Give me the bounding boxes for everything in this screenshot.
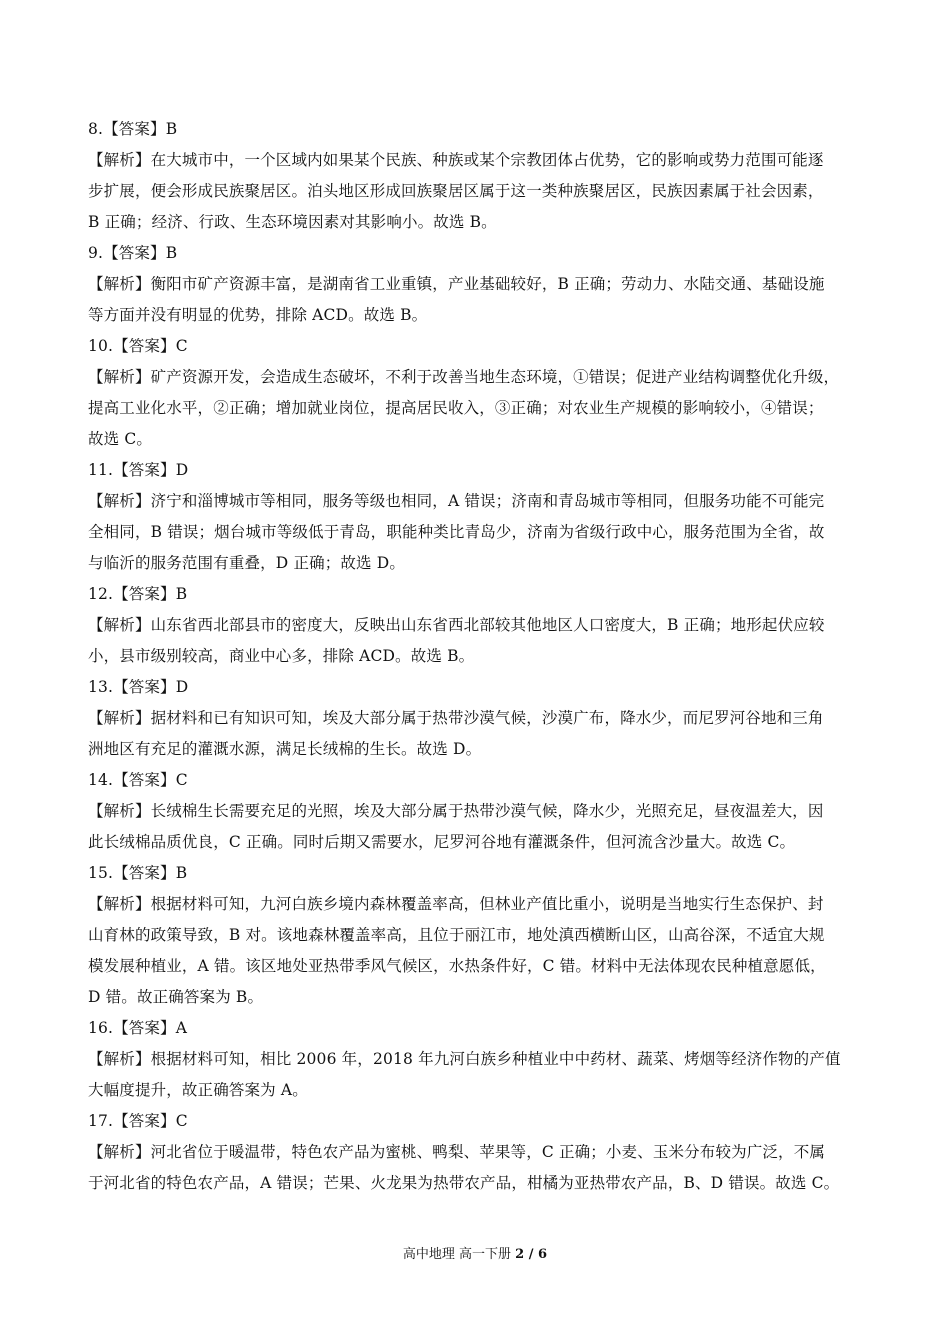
explanation-line: 故选 C。 xyxy=(88,430,153,448)
explanation-line: 小，县市级别较高，商业中心多，排除 ACD。故选 B。 xyxy=(88,647,475,665)
answer-heading: 17.【答案】C xyxy=(88,1112,188,1130)
explanation-line: 【解析】在大城市中，一个区域内如果某个民族、种族或某个宗教团体占优势，它的影响或势力范围可能逐 xyxy=(88,151,824,169)
answer-heading: 16.【答案】A xyxy=(88,1019,188,1037)
answer-content xyxy=(88,114,866,1199)
answer-heading: 8.【答案】B xyxy=(88,120,178,138)
explanation-line: 【解析】衡阳市矿产资源丰富，是湖南省工业重镇，产业基础较好，B 正确；劳动力、水陆交通、基础设施 xyxy=(88,275,825,293)
answer-item xyxy=(88,765,866,858)
answer-heading: 11.【答案】D xyxy=(88,461,189,479)
page-footer xyxy=(0,1246,950,1264)
explanation-line: 【解析】根据材料可知，相比 2006 年，2018 年九河白族乡种植业中中药材、蔬菜、烤烟等经济作物的产值 xyxy=(88,1050,841,1068)
explanation-line: B 正确；经济、行政、生态环境因素对其影响小。故选 B。 xyxy=(88,213,497,231)
page-number: 2 xyxy=(515,1247,525,1262)
answer-heading: 9.【答案】B xyxy=(88,244,178,262)
answer-item xyxy=(88,858,866,1013)
explanation-line: 步扩展，便会形成民族聚居区。泊头地区形成回族聚居区属于这一类种族聚居区，民族因素属于社会因素， xyxy=(88,182,824,200)
explanation-line: 全相同，B 错误；烟台城市等级低于青岛，职能种类比青岛少，济南为省级行政中心，服务范围为全省，故 xyxy=(88,523,825,541)
explanation-line: 【解析】河北省位于暖温带，特色农产品为蜜桃、鸭梨、苹果等，C 正确；小麦、玉米分布较为广泛，不属 xyxy=(88,1143,825,1161)
explanation-line: 【解析】山东省西北部县市的密度大，反映出山东省西北部较其他地区人口密度大，B 正确；地形起伏应较 xyxy=(88,616,825,634)
explanation-line: 与临沂的服务范围有重叠，D 正确；故选 D。 xyxy=(88,554,406,572)
explanation-line: 此长绒棉品质优良，C 正确。同时后期又需要水，尼罗河谷地有灌溉条件，但河流含沙量大。故选 C。 xyxy=(88,833,796,851)
explanation-line: 洲地区有充足的灌溉水源，满足长绒棉的生长。故选 D。 xyxy=(88,740,482,758)
explanation-line: 等方面并没有明显的优势，排除 ACD。故选 B。 xyxy=(88,306,428,324)
explanation-line: 山育林的政策导致，B 对。该地森林覆盖率高，且位于丽江市，地处滇西横断山区，山高谷深，不适宜大规 xyxy=(88,926,825,944)
explanation-line: 于河北省的特色农产品，A 错误；芒果、火龙果为热带农产品，柑橘为亚热带农产品，B、D 错误。故选 C。 xyxy=(88,1174,840,1192)
answer-item xyxy=(88,238,866,331)
explanation-line: 大幅度提升，故正确答案为 A。 xyxy=(88,1081,308,1099)
answer-item xyxy=(88,579,866,672)
answer-item xyxy=(88,1106,866,1199)
explanation-line: 【解析】矿产资源开发，会造成生态破坏，不利于改善当地生态环境，①错误；促进产业结构调整优化升级， xyxy=(88,368,840,386)
explanation-line: 提高工业化水平，②正确；增加就业岗位，提高居民收入，③正确；对农业生产规模的影响较小，④错误； xyxy=(88,399,824,417)
answer-item xyxy=(88,1013,866,1106)
answer-item xyxy=(88,455,866,579)
explanation-line: 【解析】济宁和淄博城市等相同，服务等级也相同，A 错误；济南和青岛城市等相同，但服务功能不可能完 xyxy=(88,492,825,510)
page-total: 6 xyxy=(538,1247,548,1262)
answer-item xyxy=(88,331,866,455)
explanation-line: 【解析】长绒棉生长需要充足的光照，埃及大部分属于热带沙漠气候，降水少，光照充足，昼夜温差大，因 xyxy=(88,802,824,820)
explanation-line: 【解析】根据材料可知，九河白族乡境内森林覆盖率高，但林业产值比重小，说明是当地实行生态保护、封 xyxy=(88,895,824,913)
explanation-line: D 错。故正确答案为 B。 xyxy=(88,988,264,1006)
answer-heading: 13.【答案】D xyxy=(88,678,189,696)
footer-subject: 高中地理 高一下册 xyxy=(402,1247,516,1262)
answer-item xyxy=(88,114,866,238)
answer-heading: 10.【答案】C xyxy=(88,337,188,355)
answer-heading: 12.【答案】B xyxy=(88,585,188,603)
answer-heading: 14.【答案】C xyxy=(88,771,188,789)
answer-item xyxy=(88,672,866,765)
answer-heading: 15.【答案】B xyxy=(88,864,188,882)
explanation-line: 【解析】据材料和已有知识可知，埃及大部分属于热带沙漠气候，沙漠广布，降水少，而尼罗河谷地和三角 xyxy=(88,709,824,727)
page-separator: / xyxy=(524,1247,539,1262)
explanation-line: 模发展种植业，A 错。该区地处亚热带季风气候区，水热条件好，C 错。材料中无法体现农民种植意愿低， xyxy=(88,957,826,975)
